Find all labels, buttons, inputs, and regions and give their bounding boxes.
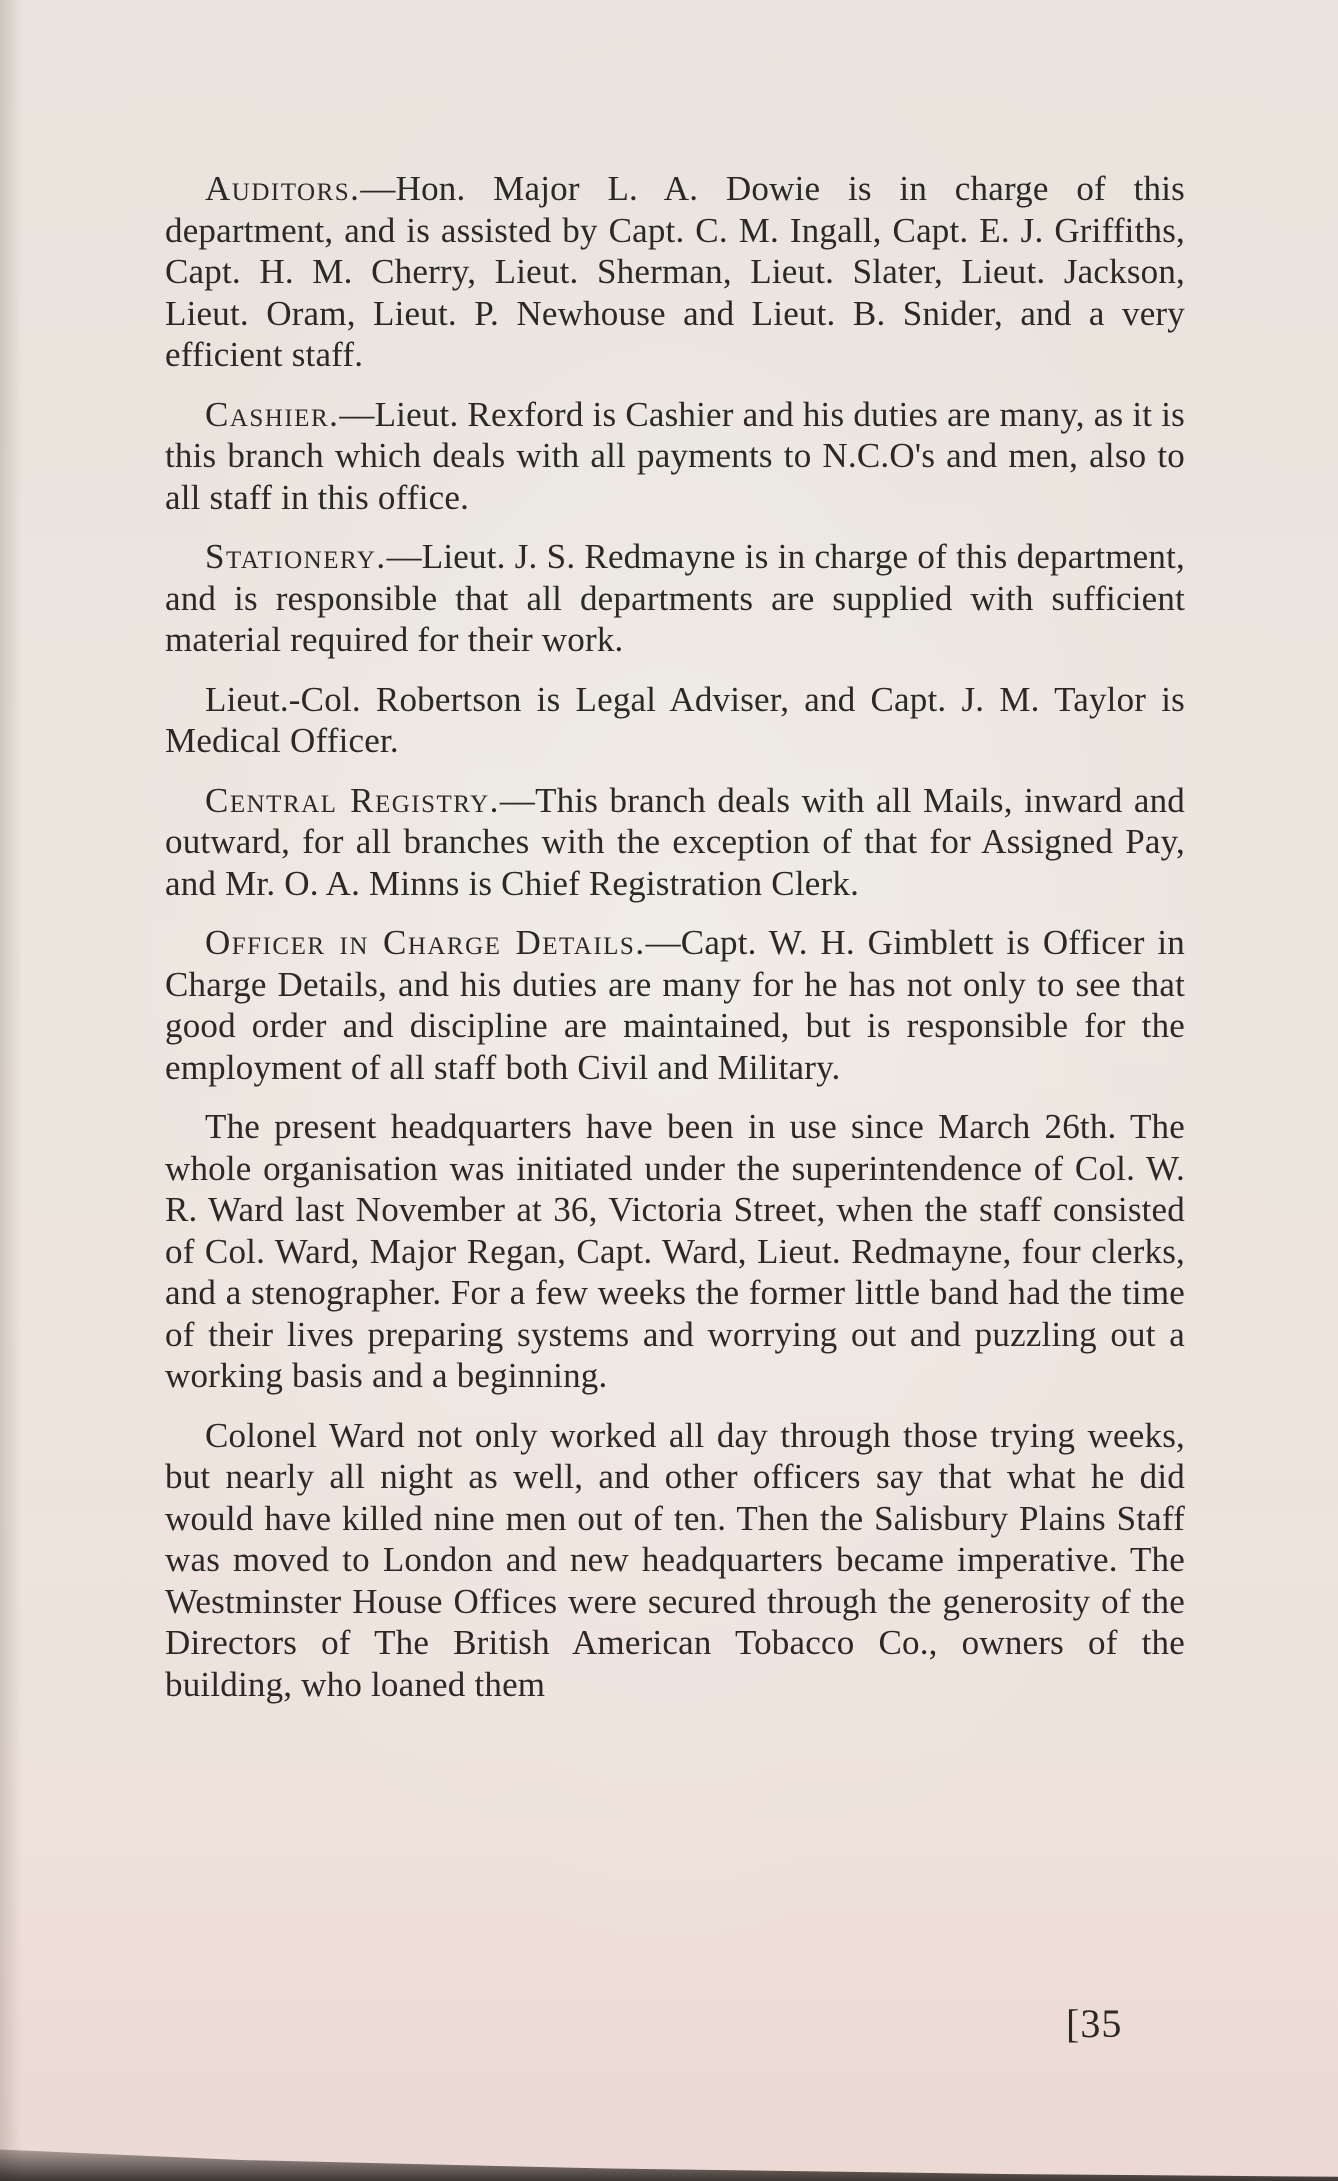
paragraph-headquarters — [165, 1106, 1185, 1397]
paragraph-text: The present headquarters have been in use since March 26th. The whole organisation was initiated under the superintendence of Col. W. R. Ward last November at 36, Victoria Street, when the staff consisted of Col. Ward, Major Regan, Capt. Ward, Lieut. Redmayne, four clerks, and a stenographer. For a few weeks the former little band had the time of their lives preparing systems and worrying out and puzzling out a working basis and a beginning. — [165, 1107, 1185, 1395]
paragraph-legal-medical — [165, 679, 1185, 762]
paragraph-text: Lieut.-Col. Robertson is Legal Adviser, and Capt. J. M. Taylor is Medical Officer. — [165, 679, 1185, 760]
section-heading-central-registry: Central Registry. — [205, 780, 500, 820]
paragraph-text: —Capt. W. H. Gimblett is Officer in Charge Details, and his duties are many for he has not only to see that good order and discipline are maintained, but is responsible for the employment of all staff both Civil and Military. — [165, 923, 1185, 1087]
paragraph-text: Colonel Ward not only worked all day through those trying weeks, but nearly all night as well, and other officers say that what he did would have killed nine men out of ten. Then the Salisbury Plains Staff was moved to London and new headquarters became imperative. The Westminster House Offices were secured through the generosity of the Directors of The British American Tobacco Co., owners of the building, who loaned them — [165, 1415, 1185, 1704]
paragraph-text: —Lieut. Rexford is Cashier and his duties are many, as it is this branch which deals with all payments to N.C.O's and men, also to all staff in this office. — [165, 394, 1185, 517]
paragraph-text: —This branch deals with all Mails, inward and outward, for all branches with the exception of that for Assigned Pay, and Mr. O. A. Minns is Chief Registration Clerk. — [165, 780, 1185, 903]
paragraph-stationery — [165, 536, 1185, 661]
paragraph-central-registry — [165, 780, 1185, 905]
section-heading-officer-details: Officer in Charge Details. — [205, 923, 646, 962]
section-heading-auditors: Auditors. — [205, 169, 361, 208]
paragraph-officer-details — [165, 922, 1185, 1088]
paragraph-cashier — [165, 394, 1185, 519]
section-heading-cashier: Cashier. — [205, 394, 340, 434]
section-heading-stationery: Stationery. — [205, 537, 387, 576]
paragraph-text: —Hon. Major L. A. Dowie is in charge of this department, and is assisted by Capt. C. M. Ingall, Capt. E. J. Griffiths, Capt. H. M. Cherry, Lieut. Sherman, Lieut. Slater, Lieut. Jackson, Lieut. Oram, Lieut. P. Newhouse and Lieut. B. Snider, and a very efficient staff. — [165, 169, 1185, 374]
paragraph-auditors — [165, 168, 1185, 376]
body-text — [165, 168, 1185, 1723]
page-number: [35 — [1066, 2001, 1123, 2046]
paragraph-text: —Lieut. J. S. Redmayne is in charge of this department, and is responsible that all departments are supplied with sufficient material required for their work. — [165, 537, 1185, 659]
paragraph-colonel-ward — [165, 1415, 1185, 1706]
